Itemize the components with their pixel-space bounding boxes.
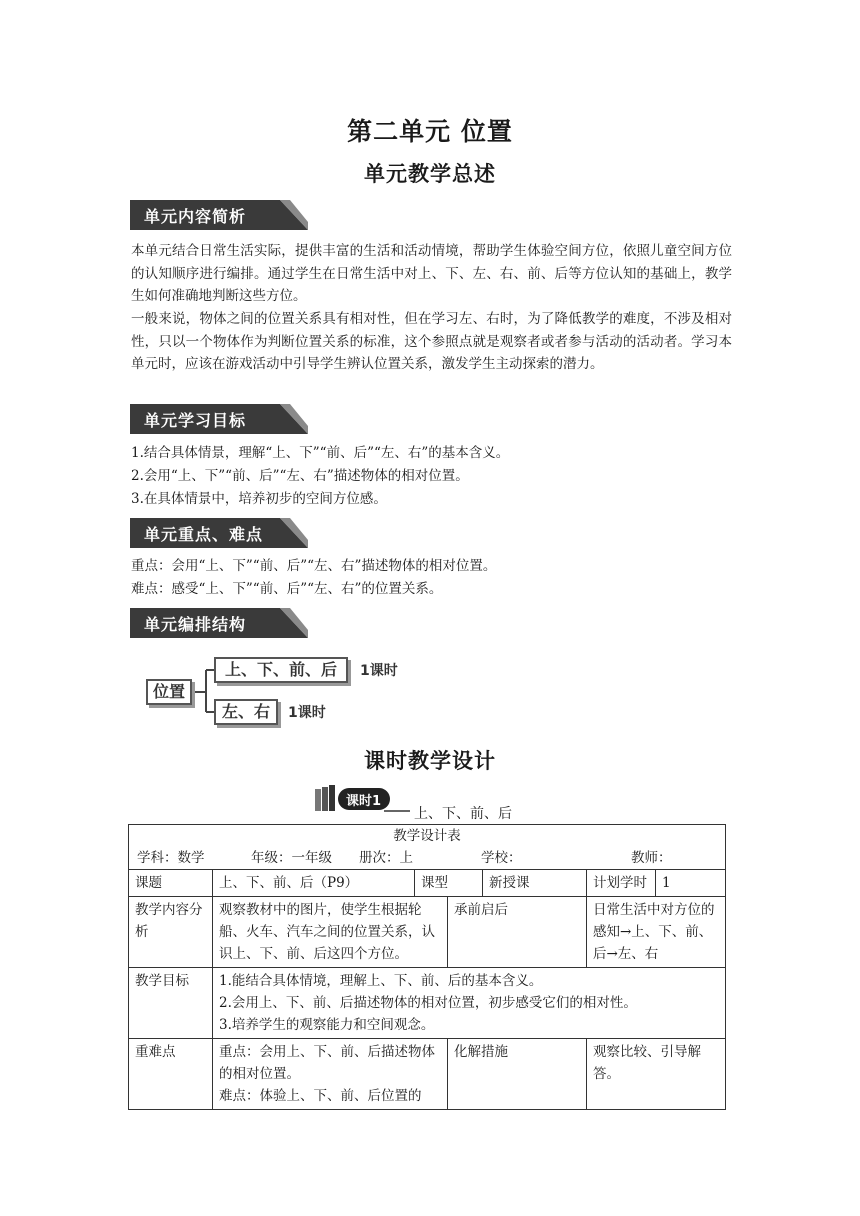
difficult-point-text: 难点：体验上、下、前、后位置的 [219, 1088, 422, 1104]
goal-line: 2.会用上、下、前、后描述物体的相对位置，初步感受它们的相对性。 [219, 995, 637, 1011]
banner-label: 单元编排结构 [144, 615, 247, 634]
goal-line: 1.能结合具体情境，理解上、下、前、后的基本含义。 [219, 973, 543, 989]
goal-item: 3.在具体情景中，培养初步的空间方位感。 [131, 491, 387, 507]
difficult-point: 难点：感受“上、下”“前、后”“左、右”的位置关系。 [131, 581, 443, 597]
cell-goals-label: 教学目标 [129, 968, 213, 1039]
structure-diagram [140, 652, 420, 732]
meta-grade: 年级：一年级 [251, 850, 332, 866]
meta-subject: 学科：数学 [137, 850, 205, 866]
diagram-branch-box: 左、右 [214, 699, 278, 725]
cell-type-label: 课型 [415, 870, 483, 897]
diagram-branch-box: 上、下、前、后 [214, 657, 348, 683]
cell-hours-value: 1 [656, 870, 726, 897]
banner-label: 单元内容简析 [144, 207, 247, 226]
banner-label: 单元学习目标 [144, 411, 247, 430]
table-header [129, 825, 726, 870]
meta-school: 学校： [481, 850, 522, 866]
page-title: 第二单元 位置 [347, 117, 513, 146]
cell-topic-value: 上、下、前、后（P9） [213, 870, 415, 897]
lesson-section-heading: 课时教学设计 [364, 749, 496, 773]
cell-difficulty-label: 重难点 [129, 1039, 213, 1110]
cell-measure-label: 化解措施 [448, 1039, 587, 1110]
meta-teacher: 教师： [631, 850, 672, 866]
cell-difficulty-content [213, 1039, 448, 1110]
diagram-branch-hours: 1课时 [360, 663, 398, 679]
lesson-title: 上、下、前、后 [414, 806, 512, 822]
cell-topic-label: 课题 [129, 870, 213, 897]
goal-item: 2.会用“上、下”“前、后”“左、右”描述物体的相对位置。 [131, 468, 469, 484]
cell-goals-content [213, 968, 726, 1039]
table-meta [129, 847, 725, 869]
table-caption: 教学设计表 [393, 828, 461, 844]
goal-line: 3.培养学生的观察能力和空间观念。 [219, 1017, 435, 1033]
meta-volume: 册次：上 [359, 850, 413, 866]
section-heading: 单元教学总述 [364, 162, 496, 186]
diagram-branch-hours: 1课时 [288, 705, 326, 721]
cell-type-value: 新授课 [483, 870, 587, 897]
cell-link-value: 日常生活中对方位的感知→上、下、前、后→左、右 [587, 897, 726, 968]
content-paragraph-2: 一般来说，物体之间的位置关系具有相对性，但在学习左、右时，为了降低教学的难度，不涉及相对性，只以一个物体作为判断位置关系的标准，这个参照点就是观察者或者参与活动的活动者。学习本单元时，应该在游戏活动中引导学生辨认位置关系，激发学生主动探索的潜力。 [131, 311, 732, 372]
cell-link-label: 承前启后 [448, 897, 587, 968]
section-banner-content [130, 200, 308, 230]
key-point-text: 重点：会用上、下、前、后描述物体的相对位置。 [219, 1044, 435, 1082]
design-table [128, 824, 726, 1110]
section-banner-structure [130, 608, 308, 638]
goal-item: 1.结合具体情景，理解“上、下”“前、后”“左、右”的基本含义。 [131, 445, 510, 461]
cell-hours-label: 计划学时 [587, 870, 656, 897]
cell-measure-value: 观察比较、引导解答。 [587, 1039, 726, 1110]
diagram-root-box: 位置 [146, 679, 192, 705]
lesson-badge-label: 课时1 [346, 794, 382, 809]
section-banner-keypoints [130, 518, 308, 548]
key-point: 重点：会用“上、下”“前、后”“左、右”描述物体的相对位置。 [131, 558, 497, 574]
banner-label: 单元重点、难点 [144, 525, 264, 544]
cell-analysis-label: 教学内容分析 [129, 897, 213, 968]
lesson-badge [314, 785, 412, 813]
section-banner-goals [130, 404, 308, 434]
cell-analysis-content: 观察教材中的图片，使学生根据轮船、火车、汽车之间的位置关系，认识上、下、前、后这四个方位。 [213, 897, 448, 968]
content-paragraph-1: 本单元结合日常生活实际，提供丰富的生活和活动情境，帮助学生体验空间方位，依照儿童空间方位的认知顺序进行编排。通过学生在日常生活中对上、下、左、右、前、后等方位认知的基础上，教学生如何准确地判断这些方位。 [131, 243, 732, 304]
